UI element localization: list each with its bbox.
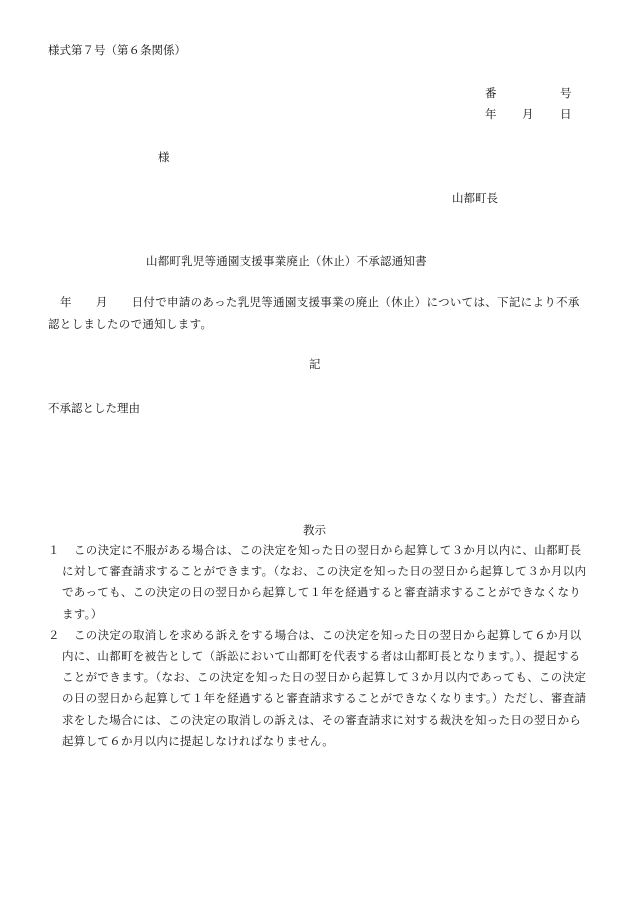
document-number-suffix: 号 (560, 86, 572, 100)
date-month: 月 (522, 107, 534, 121)
notice-item (48, 540, 588, 625)
form-number: 様式第７号（第６条関係） (48, 43, 186, 57)
notice-item-text: この決定に不服がある場合は、この決定を知った日の翌日から起算して３か月以内に、山都町長に対して審査請求することができます。（なお、この決定を知った日の翌日から起算して３か月以内であっても、この決定の日の翌日から起算して１年を経過すると審査請求することができなくなります。） (62, 543, 587, 621)
notice-item (48, 625, 588, 752)
document-number-label: 番 (485, 86, 497, 100)
sender-name: 山都町長 (452, 191, 498, 205)
body-text: 日付で申請のあった乳児等通園支援事業の廃止（休止）については、下記により不承認としましたので通知します。 (48, 295, 580, 331)
notice-item-number: １ (48, 543, 60, 557)
document-title: 山都町乳児等通園支援事業廃止（休止）不承認通知書 (146, 254, 427, 268)
date-day: 日 (560, 107, 572, 121)
record-mark: 記 (309, 357, 321, 371)
notice-list (48, 540, 588, 752)
notice-heading: 教示 (303, 523, 326, 537)
reason-label: 不承認とした理由 (48, 401, 140, 415)
notice-item-text: この決定の取消しを求める訴えをする場合は、この決定を知った日の翌日から起算して６か月以内に、山都町を被告として（訴訟において山都町を代表する者は山都町長となります。）、提起することができます。（なお、この決定を知った日の翌日から起算して３か月以内であっても、この決定の日の翌日から起算して１年を経過すると審査請求することができなくなります。）ただし、審査請求をした場合には、この決定の取消しの訴えは、その審査請求に対する裁決を知った日の翌日から起算して６か月以内に提起しなければなりません。 (62, 627, 587, 748)
body-paragraph (48, 291, 588, 335)
notice-item-number: ２ (48, 627, 60, 642)
addressee-suffix: 様 (158, 150, 170, 164)
date-year: 年 (485, 107, 497, 121)
body-month: 月 (95, 295, 108, 309)
body-year: 年 (60, 295, 72, 309)
